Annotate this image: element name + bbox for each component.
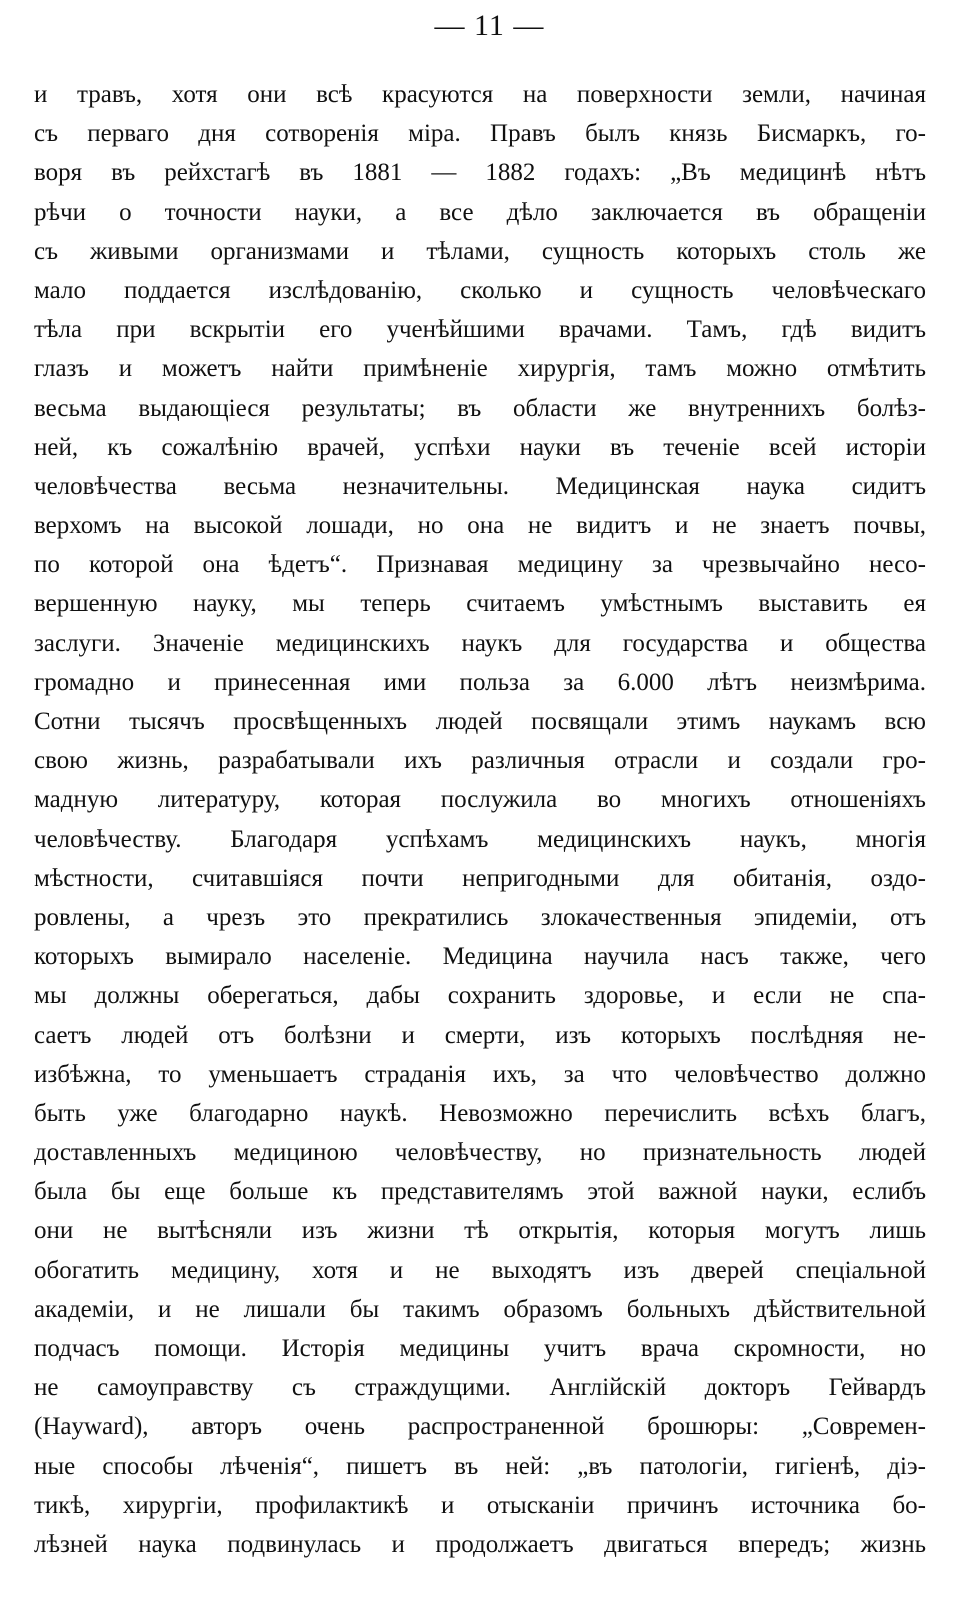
text-line: мѣстности, считавшіяся почти непригодными для обитанія, оздо- (34, 864, 926, 892)
text-line: свою жизнь, разрабатывали ихъ различныя отрасли и создали гро- (34, 747, 926, 775)
text-line: ней, къ сожалѣнію врачей, успѣхи науки въ теченіе всей исторіи (34, 433, 926, 461)
text-line: подчасъ помощи. Исторія медицины учитъ врача скромности, но (34, 1335, 926, 1362)
text-line: по которой она ѣдетъ“. Признавая медицину за чрезвычайно несо- (34, 551, 926, 579)
text-line: весьма выдающіеся результаты; въ области же внутреннихъ болѣз- (34, 394, 926, 422)
text-line: рѣчи о точности науки, а все дѣло заключается въ обращеніи (34, 198, 926, 226)
text-line: не самоуправству съ страждущими. Англійскій докторъ Гейвардъ (34, 1374, 926, 1402)
text-line: верхомъ на высокой лошади, но она не видитъ и не знаетъ почвы, (34, 512, 926, 540)
page-number: — 11 — (434, 9, 545, 42)
text-line: ровлены, а чрезъ это прекратились злокачественныя эпидеміи, отъ (34, 903, 926, 931)
text-line: избѣжна, то уменьшаетъ страданія ихъ, за что человѣчество должно (34, 1060, 926, 1088)
text-line: съ живыми организмами и тѣлами, сущность которыхъ столь же (34, 237, 926, 265)
text-line: быть уже благодарно наукѣ. Невозможно перечислить всѣхъ благъ, (34, 1099, 926, 1127)
text-line: которыхъ вымирало населеніе. Медицина научила насъ также, чего (34, 943, 926, 971)
text-line: мы должны оберегаться, дабы сохранить здоровье, и если не спа- (34, 982, 926, 1010)
text-line: глазъ и можетъ найти примѣненіе хирургія, тамъ можно отмѣтить (34, 355, 926, 383)
text-line: они не вытѣсняли изъ жизни тѣ открытія, которыя могутъ лишь (34, 1217, 926, 1245)
text-line: лѣзней наука подвинулась и продолжаетъ двигаться впередъ; жизнь (34, 1530, 926, 1558)
text-line: обогатить медицину, хотя и не выходятъ изъ дверей спеціальной (34, 1256, 926, 1284)
text-line: академіи, и не лишали бы такимъ образомъ больныхъ дѣйствительной (34, 1295, 926, 1323)
text-line: саетъ людей отъ болѣзни и смерти, изъ которыхъ послѣдняя не- (34, 1021, 926, 1049)
text-line: (Hayward), авторъ очень распространенной брошюры: „Современ- (34, 1413, 926, 1441)
text-line: съ перваго дня сотворенія міра. Правъ былъ князь Бисмаркъ, го- (34, 120, 926, 148)
text-line: заслуги. Значеніе медицинскихъ наукъ для государства и общества (34, 629, 926, 657)
text-line: громадно и принесенная ими польза за 6.000 лѣтъ неизмѣрима. (34, 668, 926, 696)
text-line: человѣчеству. Благодаря успѣхамъ медицинскихъ наукъ, многія (34, 825, 926, 853)
text-line: тѣла при вскрытіи его ученѣйшими врачами. Тамъ, гдѣ видитъ (34, 316, 926, 344)
text-line: Сотни тысячъ просвѣщенныхъ людей посвящали этимъ наукамъ всю (34, 708, 926, 735)
text-line: мадную литературу, которая послужила во многихъ отношеніяхъ (34, 786, 926, 814)
body-text (34, 75, 926, 1564)
text-line: мало поддается изслѣдованію, сколько и сущность человѣческаго (34, 276, 926, 304)
text-line: была бы еще больше къ представителямъ этой важной науки, еслибъ (34, 1178, 926, 1206)
text-line: человѣчества весьма незначительны. Медицинская наука сидитъ (34, 472, 926, 500)
text-line: и травъ, хотя они всѣ красуются на поверхности земли, начиная (34, 81, 926, 108)
text-line: тикѣ, хирургіи, профилактикѣ и отысканіи причинъ источника бо- (34, 1491, 926, 1519)
text-line: ные способы лѣченія“, пишетъ въ ней: „въ патологіи, гигіенѣ, діэ- (34, 1452, 926, 1480)
text-line: воря въ рейхстагѣ въ 1881 — 1882 годахъ: „Въ медицинѣ нѣтъ (34, 159, 926, 187)
text-line: доставленныхъ медициною человѣчеству, но признательность людей (34, 1139, 926, 1167)
text-line: вершенную науку, мы теперь считаемъ умѣстнымъ выставить ея (34, 590, 926, 618)
